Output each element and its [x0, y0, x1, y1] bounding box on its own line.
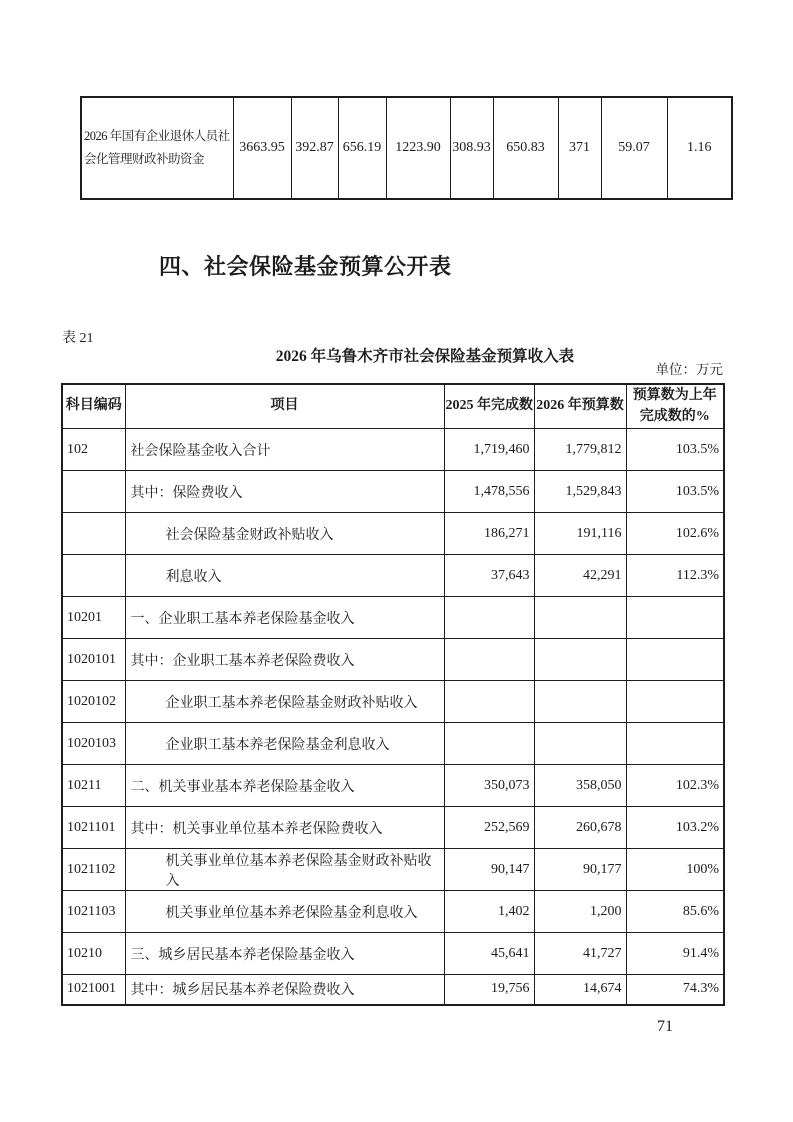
table-row — [62, 891, 724, 933]
header-budget-2026: 2026 年预算数 — [534, 384, 626, 429]
item-cell: 利息收入 — [125, 555, 444, 597]
budget-2026-cell: 42,291 — [534, 555, 626, 597]
item-cell: 其中：保险费收入 — [125, 471, 444, 513]
header-subject-code: 科目编码 — [62, 384, 125, 429]
budget-2026-cell: 1,779,812 — [534, 429, 626, 471]
table-row — [62, 765, 724, 807]
item-cell: 企业职工基本养老保险基金利息收入 — [125, 723, 444, 765]
percent-cell: 102.3% — [626, 765, 724, 807]
page-number: 71 — [657, 1018, 673, 1035]
item-cell: 三、城乡居民基本养老保险基金收入 — [125, 933, 444, 975]
percent-cell: 85.6% — [626, 891, 724, 933]
subject-code-cell: 1021001 — [62, 975, 125, 1005]
subject-code-cell — [62, 471, 125, 513]
subject-code-cell — [62, 513, 125, 555]
subject-code-cell: 1020102 — [62, 681, 125, 723]
subject-code-cell — [62, 555, 125, 597]
budget-table-body — [62, 429, 724, 1005]
carryover-value-cell: 1.16 — [667, 97, 732, 199]
subject-code-cell: 10210 — [62, 933, 125, 975]
budget-2026-cell — [534, 639, 626, 681]
completed-2025-cell — [444, 639, 534, 681]
completed-2025-cell: 350,073 — [444, 765, 534, 807]
unit-note: 单位：万元 — [655, 362, 723, 377]
budget-2026-cell: 191,116 — [534, 513, 626, 555]
subject-code-cell: 10201 — [62, 597, 125, 639]
carryover-value-cell: 371 — [558, 97, 601, 199]
completed-2025-cell: 252,569 — [444, 807, 534, 849]
item-cell: 机关事业单位基本养老保险基金财政补贴收入 — [125, 849, 444, 891]
budget-2026-cell — [534, 723, 626, 765]
budget-2026-cell: 260,678 — [534, 807, 626, 849]
item-cell: 机关事业单位基本养老保险基金利息收入 — [125, 891, 444, 933]
percent-cell: 112.3% — [626, 555, 724, 597]
budget-2026-cell: 1,529,843 — [534, 471, 626, 513]
table-row — [62, 975, 724, 1005]
completed-2025-cell: 45,641 — [444, 933, 534, 975]
subject-code-cell: 102 — [62, 429, 125, 471]
budget-2026-cell: 358,050 — [534, 765, 626, 807]
table-row — [62, 429, 724, 471]
carryover-value-cell: 308.93 — [450, 97, 493, 199]
percent-cell — [626, 681, 724, 723]
table-row — [62, 681, 724, 723]
subject-code-cell: 10211 — [62, 765, 125, 807]
table-header-row — [62, 384, 724, 429]
budget-income-table — [61, 383, 725, 1006]
table-row — [62, 807, 724, 849]
table-row — [62, 513, 724, 555]
completed-2025-cell: 37,643 — [444, 555, 534, 597]
header-item: 项目 — [125, 384, 444, 429]
percent-cell: 74.3% — [626, 975, 724, 1005]
table-row — [62, 471, 724, 513]
budget-2026-cell — [534, 681, 626, 723]
section-heading: 四、社会保险基金预算公开表 — [159, 254, 452, 279]
completed-2025-cell: 90,147 — [444, 849, 534, 891]
subject-code-cell: 1020101 — [62, 639, 125, 681]
completed-2025-cell: 186,271 — [444, 513, 534, 555]
table-row — [62, 723, 724, 765]
item-cell: 其中：城乡居民基本养老保险费收入 — [125, 975, 444, 1005]
carryover-value-cell: 650.83 — [493, 97, 558, 199]
table-row — [81, 97, 732, 199]
item-cell: 其中：机关事业单位基本养老保险费收入 — [125, 807, 444, 849]
table-number-label: 表 21 — [62, 331, 94, 346]
completed-2025-cell: 1,402 — [444, 891, 534, 933]
subject-code-cell: 1020103 — [62, 723, 125, 765]
item-cell: 社会保险基金收入合计 — [125, 429, 444, 471]
percent-cell — [626, 597, 724, 639]
percent-cell: 102.6% — [626, 513, 724, 555]
percent-cell: 103.2% — [626, 807, 724, 849]
item-cell: 二、机关事业基本养老保险基金收入 — [125, 765, 444, 807]
budget-2026-cell: 14,674 — [534, 975, 626, 1005]
budget-2026-cell: 90,177 — [534, 849, 626, 891]
completed-2025-cell — [444, 597, 534, 639]
budget-2026-cell: 41,727 — [534, 933, 626, 975]
table-row — [62, 933, 724, 975]
carryover-value-cell: 656.19 — [338, 97, 386, 199]
carryover-value-cell: 1223.90 — [386, 97, 450, 199]
subject-code-cell: 1021101 — [62, 807, 125, 849]
table-row — [62, 597, 724, 639]
carryover-row-label: 2026 年国有企业退休人员社会化管理财政补助资金 — [81, 97, 233, 199]
subject-code-cell: 1021103 — [62, 891, 125, 933]
header-completed-2025: 2025 年完成数 — [444, 384, 534, 429]
percent-cell: 100% — [626, 849, 724, 891]
completed-2025-cell: 1,719,460 — [444, 429, 534, 471]
table-row — [62, 849, 724, 891]
completed-2025-cell: 19,756 — [444, 975, 534, 1005]
percent-cell: 91.4% — [626, 933, 724, 975]
carryover-value-cell: 392.87 — [291, 97, 338, 199]
completed-2025-cell — [444, 681, 534, 723]
carryover-value-cell: 3663.95 — [233, 97, 291, 199]
header-percent: 预算数为上年完成数的% — [626, 384, 724, 429]
subject-code-cell: 1021102 — [62, 849, 125, 891]
table-row — [62, 555, 724, 597]
percent-cell — [626, 723, 724, 765]
percent-cell: 103.5% — [626, 429, 724, 471]
percent-cell — [626, 639, 724, 681]
item-cell: 一、企业职工基本养老保险基金收入 — [125, 597, 444, 639]
item-cell: 其中：企业职工基本养老保险费收入 — [125, 639, 444, 681]
table-row — [62, 639, 724, 681]
percent-cell: 103.5% — [626, 471, 724, 513]
item-cell: 企业职工基本养老保险基金财政补贴收入 — [125, 681, 444, 723]
table-title: 2026 年乌鲁木齐市社会保险基金预算收入表 — [275, 348, 575, 365]
budget-2026-cell: 1,200 — [534, 891, 626, 933]
item-cell: 社会保险基金财政补贴收入 — [125, 513, 444, 555]
completed-2025-cell — [444, 723, 534, 765]
carryover-value-cell: 59.07 — [601, 97, 667, 199]
carryover-table — [80, 96, 733, 200]
budget-2026-cell — [534, 597, 626, 639]
completed-2025-cell: 1,478,556 — [444, 471, 534, 513]
